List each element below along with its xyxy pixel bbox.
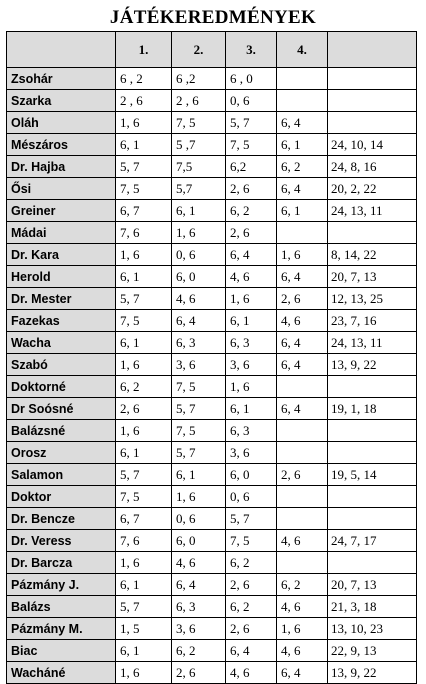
round-4-score: 6, 2 xyxy=(277,574,328,596)
round-2-score: 6, 3 xyxy=(172,332,226,354)
player-name: Biac xyxy=(7,640,116,662)
table-row xyxy=(7,662,417,684)
player-name: Dr. Veress xyxy=(7,530,116,552)
round-3-score: 0, 6 xyxy=(226,90,277,112)
table-row xyxy=(7,244,417,266)
summary-score: 13, 9, 22 xyxy=(328,354,417,376)
round-3-score: 1, 6 xyxy=(226,288,277,310)
round-2-score: 6, 2 xyxy=(172,640,226,662)
round-2-score: 7, 5 xyxy=(172,376,226,398)
round-4-score: 6, 4 xyxy=(277,178,328,200)
summary-score xyxy=(328,222,417,244)
round-4-score: 6, 4 xyxy=(277,112,328,134)
round-4-score xyxy=(277,90,328,112)
summary-score: 8, 14, 22 xyxy=(328,244,417,266)
round-2-score: 5 ,7 xyxy=(172,134,226,156)
round-1-score: 6, 2 xyxy=(116,376,172,398)
table-row xyxy=(7,178,417,200)
player-name: Orosz xyxy=(7,442,116,464)
round-4-score: 1, 6 xyxy=(277,618,328,640)
summary-score xyxy=(328,420,417,442)
summary-score: 20, 2, 22 xyxy=(328,178,417,200)
round-1-score: 6, 1 xyxy=(116,332,172,354)
round-3-score: 5, 7 xyxy=(226,112,277,134)
round-2-score: 6, 1 xyxy=(172,464,226,486)
round-2-score: 3, 6 xyxy=(172,618,226,640)
round-2-score: 6, 0 xyxy=(172,266,226,288)
summary-score: 24, 8, 16 xyxy=(328,156,417,178)
round-1-score: 6, 1 xyxy=(116,442,172,464)
player-name: Dr Soósné xyxy=(7,398,116,420)
header-summary xyxy=(328,32,417,68)
round-3-score: 4, 6 xyxy=(226,266,277,288)
round-3-score: 2, 6 xyxy=(226,222,277,244)
player-name: Dr. Barcza xyxy=(7,552,116,574)
round-3-score: 6, 4 xyxy=(226,244,277,266)
player-name: Szarka xyxy=(7,90,116,112)
round-1-score: 1, 6 xyxy=(116,354,172,376)
results-body xyxy=(7,68,417,684)
round-4-score xyxy=(277,552,328,574)
round-2-score: 6 ,2 xyxy=(172,68,226,90)
round-3-score: 6,2 xyxy=(226,156,277,178)
round-4-score: 2, 6 xyxy=(277,464,328,486)
round-1-score: 1, 5 xyxy=(116,618,172,640)
header-round-2: 2. xyxy=(172,32,226,68)
table-row xyxy=(7,442,417,464)
round-2-score: 6, 0 xyxy=(172,530,226,552)
round-1-score: 6, 1 xyxy=(116,574,172,596)
round-4-score xyxy=(277,222,328,244)
summary-score xyxy=(328,442,417,464)
round-1-score: 7, 5 xyxy=(116,178,172,200)
player-name: Greiner xyxy=(7,200,116,222)
summary-score: 23, 7, 16 xyxy=(328,310,417,332)
round-4-score: 6, 4 xyxy=(277,354,328,376)
summary-score: 13, 10, 23 xyxy=(328,618,417,640)
round-2-score: 1, 6 xyxy=(172,486,226,508)
table-row xyxy=(7,486,417,508)
round-2-score: 5, 7 xyxy=(172,398,226,420)
player-name: Szabó xyxy=(7,354,116,376)
round-3-score: 6, 3 xyxy=(226,420,277,442)
summary-score: 21, 3, 18 xyxy=(328,596,417,618)
round-4-score: 6, 1 xyxy=(277,134,328,156)
summary-score: 19, 5, 14 xyxy=(328,464,417,486)
table-row xyxy=(7,90,417,112)
round-3-score: 1, 6 xyxy=(226,376,277,398)
table-row xyxy=(7,222,417,244)
player-name: Wacháné xyxy=(7,662,116,684)
round-2-score: 6, 4 xyxy=(172,574,226,596)
table-row xyxy=(7,134,417,156)
round-3-score: 0, 6 xyxy=(226,486,277,508)
round-2-score: 3, 6 xyxy=(172,354,226,376)
player-name: Herold xyxy=(7,266,116,288)
round-2-score: 7,5 xyxy=(172,156,226,178)
table-row xyxy=(7,508,417,530)
round-3-score: 3, 6 xyxy=(226,442,277,464)
round-3-score: 6, 3 xyxy=(226,332,277,354)
header-round-3: 3. xyxy=(226,32,277,68)
round-3-score: 6, 2 xyxy=(226,552,277,574)
round-1-score: 5, 7 xyxy=(116,596,172,618)
round-2-score: 4, 6 xyxy=(172,288,226,310)
summary-score: 24, 10, 14 xyxy=(328,134,417,156)
round-2-score: 5, 7 xyxy=(172,442,226,464)
round-2-score: 2, 6 xyxy=(172,662,226,684)
round-4-score: 4, 6 xyxy=(277,640,328,662)
summary-score xyxy=(328,376,417,398)
header-row xyxy=(7,32,417,68)
player-name: Balázsné xyxy=(7,420,116,442)
round-1-score: 1, 6 xyxy=(116,244,172,266)
player-name: Mészáros xyxy=(7,134,116,156)
round-3-score: 2, 6 xyxy=(226,618,277,640)
round-2-score: 0, 6 xyxy=(172,508,226,530)
table-row xyxy=(7,266,417,288)
player-name: Wacha xyxy=(7,332,116,354)
table-row xyxy=(7,68,417,90)
table-row xyxy=(7,200,417,222)
round-1-score: 7, 5 xyxy=(116,486,172,508)
summary-score xyxy=(328,508,417,530)
round-1-score: 1, 6 xyxy=(116,112,172,134)
summary-score xyxy=(328,90,417,112)
player-name: Pázmány J. xyxy=(7,574,116,596)
round-2-score: 7, 5 xyxy=(172,420,226,442)
round-4-score: 6, 2 xyxy=(277,156,328,178)
round-3-score: 7, 5 xyxy=(226,530,277,552)
round-4-score: 6, 4 xyxy=(277,398,328,420)
table-row xyxy=(7,618,417,640)
round-4-score xyxy=(277,420,328,442)
round-1-score: 6 , 2 xyxy=(116,68,172,90)
round-4-score: 6, 4 xyxy=(277,662,328,684)
summary-score: 24, 7, 17 xyxy=(328,530,417,552)
round-2-score: 1, 6 xyxy=(172,222,226,244)
player-name: Doktorné xyxy=(7,376,116,398)
round-3-score: 6, 4 xyxy=(226,640,277,662)
player-name: Mádai xyxy=(7,222,116,244)
round-1-score: 6, 7 xyxy=(116,508,172,530)
header-round-4: 4. xyxy=(277,32,328,68)
table-row xyxy=(7,574,417,596)
round-1-score: 5, 7 xyxy=(116,156,172,178)
summary-score: 12, 13, 25 xyxy=(328,288,417,310)
summary-score: 24, 13, 11 xyxy=(328,200,417,222)
table-row xyxy=(7,156,417,178)
round-4-score: 2, 6 xyxy=(277,288,328,310)
header-round-1: 1. xyxy=(116,32,172,68)
round-2-score: 4, 6 xyxy=(172,552,226,574)
round-4-score: 4, 6 xyxy=(277,310,328,332)
summary-score xyxy=(328,552,417,574)
round-3-score: 6, 1 xyxy=(226,398,277,420)
table-row xyxy=(7,332,417,354)
round-3-score: 4, 6 xyxy=(226,662,277,684)
player-name: Pázmány M. xyxy=(7,618,116,640)
round-3-score: 6, 1 xyxy=(226,310,277,332)
player-name: Ősi xyxy=(7,178,116,200)
player-name: Doktor xyxy=(7,486,116,508)
table-row xyxy=(7,552,417,574)
page-title: JÁTÉKEREDMÉNYEK xyxy=(109,7,317,28)
round-3-score: 2, 6 xyxy=(226,178,277,200)
round-1-score: 2 , 6 xyxy=(116,90,172,112)
header-corner-cell xyxy=(7,32,116,68)
round-1-score: 7, 6 xyxy=(116,222,172,244)
player-name: Dr. Bencze xyxy=(7,508,116,530)
table-row xyxy=(7,354,417,376)
round-2-score: 5,7 xyxy=(172,178,226,200)
table-row xyxy=(7,376,417,398)
round-4-score xyxy=(277,508,328,530)
round-3-score: 6, 0 xyxy=(226,464,277,486)
round-1-score: 5, 7 xyxy=(116,464,172,486)
summary-score: 20, 7, 13 xyxy=(328,574,417,596)
round-4-score: 4, 6 xyxy=(277,530,328,552)
round-4-score xyxy=(277,68,328,90)
summary-score: 24, 13, 11 xyxy=(328,332,417,354)
round-1-score: 1, 6 xyxy=(116,662,172,684)
round-1-score: 2, 6 xyxy=(116,398,172,420)
table-row xyxy=(7,530,417,552)
table-row xyxy=(7,420,417,442)
table-row xyxy=(7,310,417,332)
player-name: Salamon xyxy=(7,464,116,486)
round-3-score: 5, 7 xyxy=(226,508,277,530)
summary-score: 13, 9, 22 xyxy=(328,662,417,684)
round-1-score: 1, 6 xyxy=(116,420,172,442)
player-name: Dr. Hajba xyxy=(7,156,116,178)
round-2-score: 7, 5 xyxy=(172,112,226,134)
round-3-score: 3, 6 xyxy=(226,354,277,376)
round-1-score: 7, 6 xyxy=(116,530,172,552)
round-4-score xyxy=(277,442,328,464)
summary-score: 19, 1, 18 xyxy=(328,398,417,420)
round-1-score: 1, 6 xyxy=(116,552,172,574)
round-2-score: 2 , 6 xyxy=(172,90,226,112)
round-1-score: 6, 1 xyxy=(116,266,172,288)
summary-score xyxy=(328,112,417,134)
round-4-score: 6, 1 xyxy=(277,200,328,222)
table-row xyxy=(7,464,417,486)
round-3-score: 6, 2 xyxy=(226,200,277,222)
round-2-score: 6, 3 xyxy=(172,596,226,618)
round-1-score: 6, 1 xyxy=(116,134,172,156)
round-4-score xyxy=(277,486,328,508)
round-3-score: 2, 6 xyxy=(226,574,277,596)
table-row xyxy=(7,398,417,420)
results-table xyxy=(6,31,417,684)
round-4-score xyxy=(277,376,328,398)
table-row xyxy=(7,640,417,662)
round-2-score: 6, 1 xyxy=(172,200,226,222)
round-2-score: 6, 4 xyxy=(172,310,226,332)
round-2-score: 0, 6 xyxy=(172,244,226,266)
player-name: Zsohár xyxy=(7,68,116,90)
summary-score: 22, 9, 13 xyxy=(328,640,417,662)
summary-score: 20, 7, 13 xyxy=(328,266,417,288)
round-1-score: 6, 1 xyxy=(116,640,172,662)
summary-score xyxy=(328,68,417,90)
round-4-score: 6, 4 xyxy=(277,332,328,354)
player-name: Dr. Kara xyxy=(7,244,116,266)
summary-score xyxy=(328,486,417,508)
round-4-score: 4, 6 xyxy=(277,596,328,618)
round-3-score: 7, 5 xyxy=(226,134,277,156)
player-name: Fazekas xyxy=(7,310,116,332)
round-3-score: 6, 2 xyxy=(226,596,277,618)
player-name: Dr. Mester xyxy=(7,288,116,310)
round-1-score: 5, 7 xyxy=(116,288,172,310)
player-name: Balázs xyxy=(7,596,116,618)
round-3-score: 6 , 0 xyxy=(226,68,277,90)
round-4-score: 6, 4 xyxy=(277,266,328,288)
round-1-score: 7, 5 xyxy=(116,310,172,332)
round-4-score: 1, 6 xyxy=(277,244,328,266)
table-row xyxy=(7,596,417,618)
player-name: Oláh xyxy=(7,112,116,134)
table-row xyxy=(7,112,417,134)
table-row xyxy=(7,288,417,310)
round-1-score: 6, 7 xyxy=(116,200,172,222)
